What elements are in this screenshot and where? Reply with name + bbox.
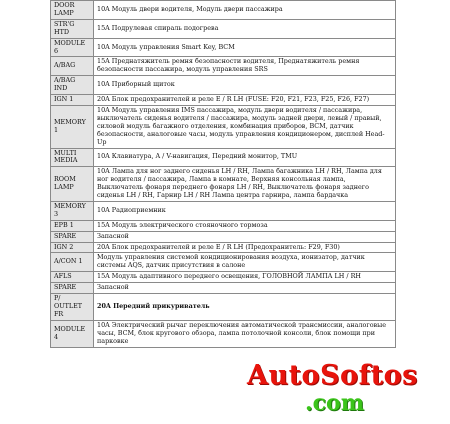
fuse-label-cell: STR'G HTD bbox=[51, 19, 94, 38]
fuse-description-cell: 10A Модуль управления IMS пассажира, модуль двери водителя / пассажира, выключатель сиденья водителя / пассажира, модуль задней двери, левый / правый, силовой модуль багажного отделения, комбинация приборов, BCM, датчик безопасности, аналоговые часы, модуль управления кондиционером, дисплей Head-Up bbox=[94, 105, 396, 148]
table-row bbox=[51, 148, 396, 167]
fuse-label-cell: ROOM LAMP bbox=[51, 167, 94, 202]
fuse-label-cell: A/BAG IND bbox=[51, 76, 94, 95]
fuse-label-cell: MODULE 6 bbox=[51, 38, 94, 57]
table-row bbox=[51, 220, 396, 231]
fuse-label-cell: DOOR LAMP bbox=[51, 1, 94, 20]
fuse-description-cell: Запасной bbox=[94, 231, 396, 242]
table-row bbox=[51, 95, 396, 106]
fuse-description-cell: 10A Электрический рычаг переключения автоматической трансмиссии, аналоговые часы, BCM, блок кругового обзора, лампа потолочной консоли, блок помощи при парковке bbox=[94, 320, 396, 347]
fuse-description-cell: 15A Подрулевая спираль подогрева bbox=[94, 19, 396, 38]
table-row bbox=[51, 105, 396, 148]
fuse-label-cell: A/CON 1 bbox=[51, 253, 94, 272]
table-row bbox=[51, 38, 396, 57]
fuse-label-cell: IGN 2 bbox=[51, 242, 94, 253]
fuse-description-cell: 20A Блок предохранителей и реле E / R LH (Предохранитель: F29, F30) bbox=[94, 242, 396, 253]
table-row bbox=[51, 231, 396, 242]
table-row bbox=[51, 283, 396, 294]
fuse-description-cell: Запасной bbox=[94, 283, 396, 294]
table-row bbox=[51, 294, 396, 321]
fuse-description-cell: 20A Блок предохранителей и реле E / R LH (FUSE: F20, F21, F23, F25, F26, F27) bbox=[94, 95, 396, 106]
fuse-description-cell: 15A Преднатяжитель ремня безопасности водителя, Преднатяжитель ремня безопасности пассажира, модуль управления SRS bbox=[94, 57, 396, 76]
fuse-label-cell: SPARE bbox=[51, 231, 94, 242]
table-row bbox=[51, 272, 396, 283]
table-row bbox=[51, 57, 396, 76]
watermark-logo bbox=[247, 360, 447, 424]
table-row bbox=[51, 19, 396, 38]
fuse-description-cell: 10A Лампа для ног заднего сиденья LH / RH, Лампа багажника LH / RH, Лампа для ног водителя / пассажира, Лампа в комнате, Верхняя консольная лампа, Выключатель фонаря переднего фонаря LH / RH, Выключатель фонаря заднего сиденья LH / RH, Гарнир LH / RH Лампа центра гарнира, лампа бардачка bbox=[94, 167, 396, 202]
fuse-label-cell: IGN 1 bbox=[51, 95, 94, 106]
fuse-description-cell: 10A Модуль управления Smart Key, BCM bbox=[94, 38, 396, 57]
fuse-label-cell: AFLS bbox=[51, 272, 94, 283]
fuse-description-cell: 20A Передний прикуриватель bbox=[94, 294, 396, 321]
fuse-description-cell: 10A Модуль двери водителя, Модуль двери пассажира bbox=[94, 1, 396, 20]
fuse-label-cell: MODULE 4 bbox=[51, 320, 94, 347]
fuse-description-cell: 15A Модуль адаптивного переднего освещения, ГОЛОВНОЙ ЛАМПА LH / RH bbox=[94, 272, 396, 283]
table-row bbox=[51, 201, 396, 220]
fuse-label-cell: MULTI MEDIA bbox=[51, 148, 94, 167]
fuse-label-cell: P/ OUTLET FR bbox=[51, 294, 94, 321]
fuse-label-cell: MEMORY 1 bbox=[51, 105, 94, 148]
fuse-description-cell: Модуль управления системой кондиционирования воздуха, ионизатор, датчик системы AQS, датчик присутствия в салоне bbox=[94, 253, 396, 272]
table-row bbox=[51, 167, 396, 202]
table-row bbox=[51, 1, 396, 20]
fuse-description-cell: 10A Радиоприемник bbox=[94, 201, 396, 220]
fuse-description-cell: 10A Приборный щиток bbox=[94, 76, 396, 95]
fuse-label-cell: EPB 1 bbox=[51, 220, 94, 231]
table-row bbox=[51, 320, 396, 347]
fuse-description-cell: 15A Модуль электрического стояночного тормоза bbox=[94, 220, 396, 231]
table-row bbox=[51, 76, 396, 95]
watermark-line1: AutoSoftos bbox=[247, 360, 418, 391]
table-row bbox=[51, 242, 396, 253]
table-row bbox=[51, 253, 396, 272]
fuse-table-container bbox=[50, 0, 396, 348]
fuse-description-cell: 10A Клавиатура, A / V-навигация, Передний монитор, TMU bbox=[94, 148, 396, 167]
fuse-label-cell: SPARE bbox=[51, 283, 94, 294]
fuse-table-body bbox=[51, 1, 396, 348]
fuse-label-cell: A/BAG bbox=[51, 57, 94, 76]
fuse-table bbox=[50, 0, 396, 348]
fuse-label-cell: MEMORY 3 bbox=[51, 201, 94, 220]
watermark-line2: .com bbox=[305, 390, 365, 416]
